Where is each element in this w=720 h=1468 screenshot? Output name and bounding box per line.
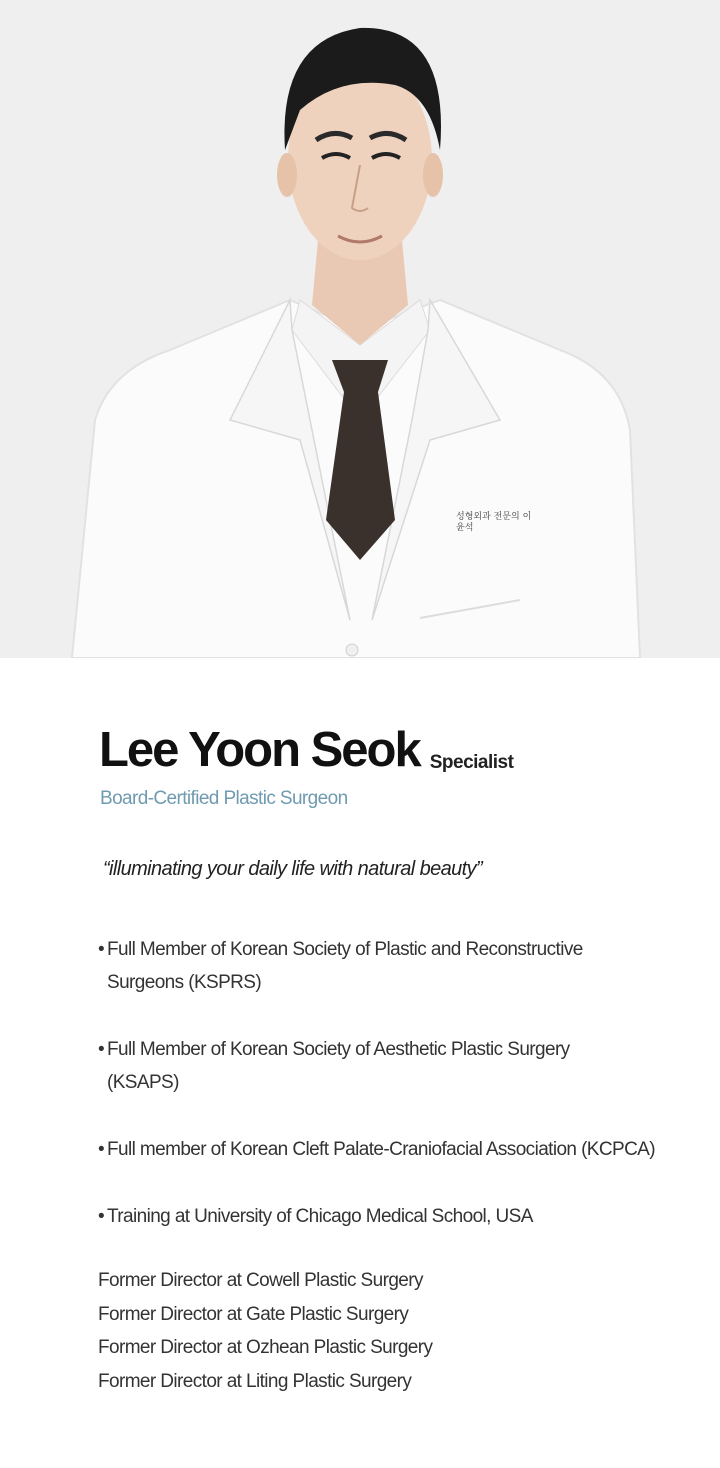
membership-text: Full Member of Korean Society of Plastic and Reconstructive Surgeons (KSPRS): [107, 939, 583, 993]
doctor-quote: “illuminating your daily life with natural beauty”: [103, 858, 483, 880]
list-item: Former Director at Cowell Plastic Surgery: [98, 1270, 423, 1291]
membership-text: Training at University of Chicago Medical School, USA: [107, 1206, 533, 1227]
doctor-name-row: [99, 722, 513, 778]
bullet-icon: •: [98, 1206, 105, 1227]
membership-text: Full Member of Korean Society of Aesthetic Plastic Surgery (KSAPS): [107, 1039, 570, 1093]
list-item: [98, 1133, 698, 1166]
name-badge: 성형외과 전문의 이윤석: [456, 512, 532, 533]
bullet-icon: •: [98, 1139, 105, 1160]
list-item: Former Director at Liting Plastic Surgery: [98, 1370, 412, 1392]
membership-list: [98, 933, 698, 1267]
bullet-icon: •: [98, 939, 105, 960]
doctor-role: Specialist: [429, 752, 514, 773]
list-item: [98, 1200, 698, 1233]
bullet-icon: •: [98, 1039, 105, 1060]
career-history-list: [98, 1264, 432, 1398]
list-item: [98, 933, 698, 999]
doctor-photo: [0, 0, 720, 658]
doctor-subtitle: Board-Certified Plastic Surgeon: [100, 788, 348, 809]
list-item: [98, 1033, 698, 1099]
doctor-name: Lee Yoon Seok: [99, 723, 420, 777]
list-item: Former Director at Ozhean Plastic Surgery: [98, 1337, 433, 1358]
list-item: Former Director at Gate Plastic Surgery: [98, 1303, 409, 1325]
doctor-portrait-illustration: [0, 0, 720, 658]
membership-text: Full member of Korean Cleft Palate-Craniofacial Association (KCPCA): [107, 1139, 655, 1160]
